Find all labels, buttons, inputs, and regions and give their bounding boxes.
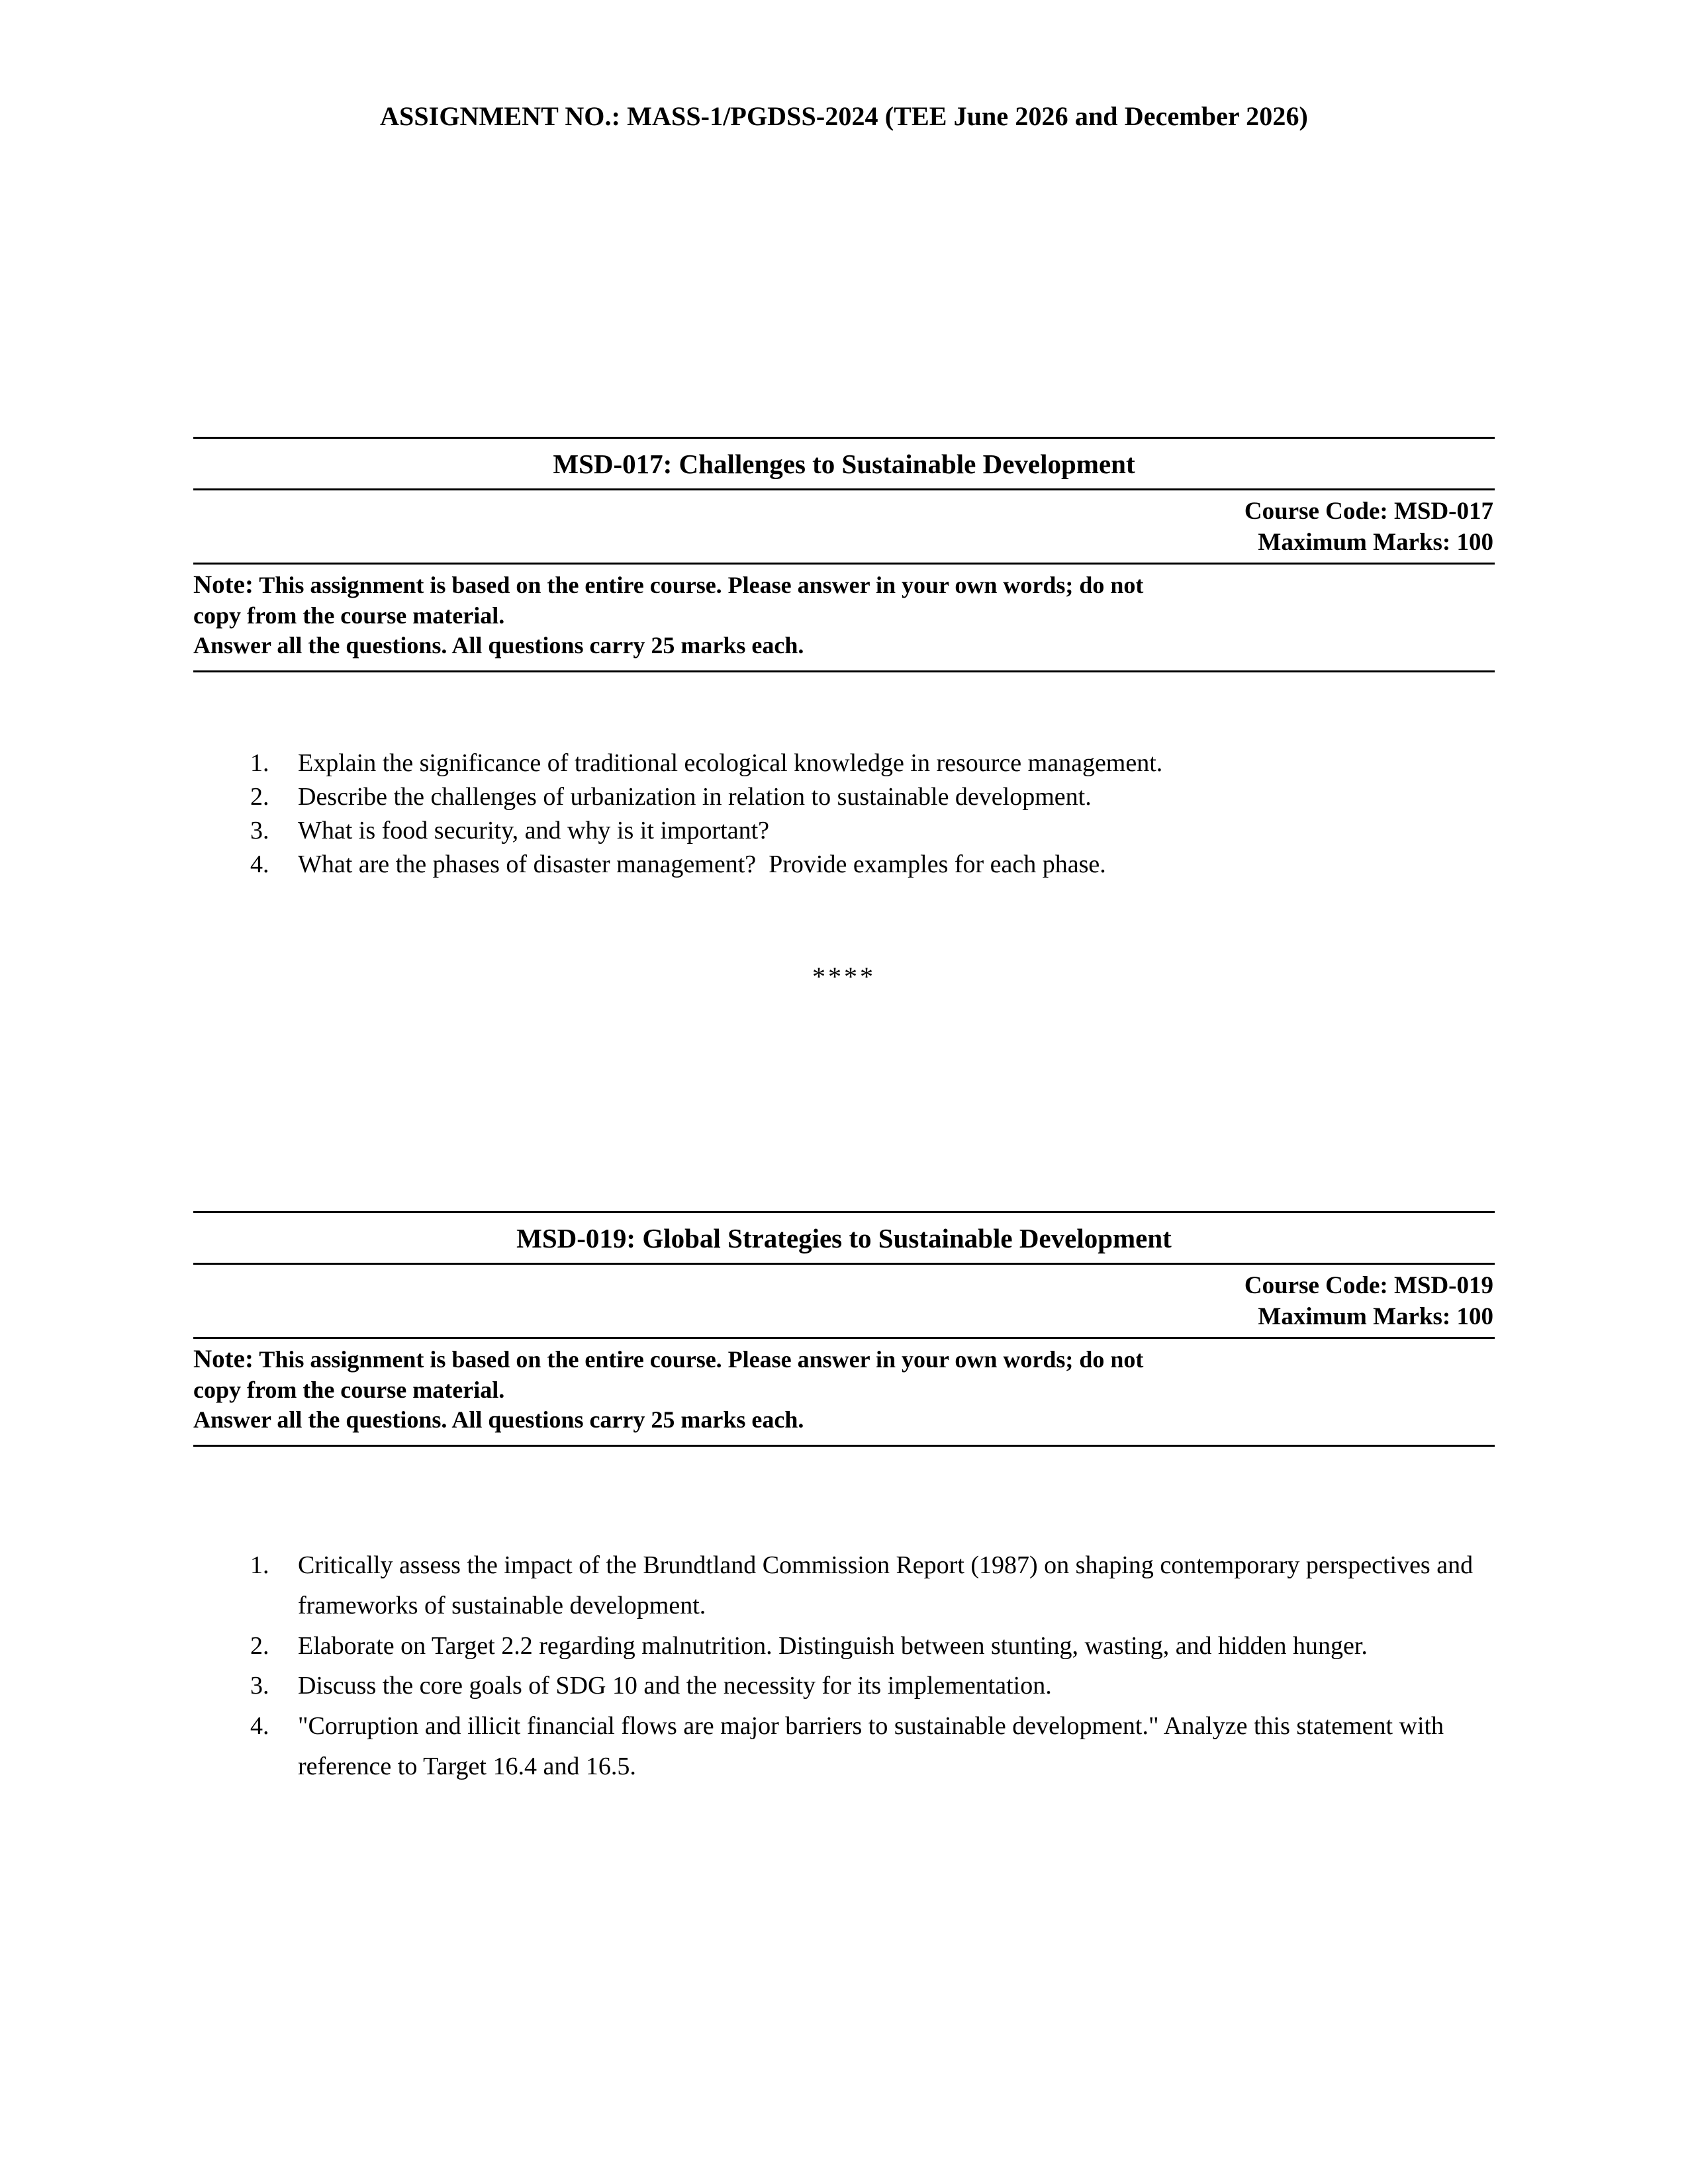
question-item	[250, 747, 1495, 780]
question-item	[250, 1666, 1495, 1706]
note-line-1-text: This assignment is based on the entire course. Please answer in your own words; do not	[253, 571, 1144, 598]
question-number: 3.	[250, 816, 269, 844]
note-line-2: copy from the course material.	[193, 602, 505, 629]
note-line-1	[193, 569, 1495, 601]
note-bottom-rule	[193, 670, 1495, 672]
question-item	[250, 1545, 1495, 1626]
question-item	[250, 848, 1495, 882]
note-line-1	[193, 1343, 1495, 1375]
maximum-marks-label: Maximum Marks: 100	[1258, 529, 1493, 557]
note-line-3: Answer all the questions. All questions carry 25 marks each.	[193, 632, 804, 659]
course-section-msd-017	[193, 437, 1495, 672]
question-number: 2.	[250, 1631, 269, 1660]
section-meta-block	[193, 490, 1495, 563]
question-number: 2.	[250, 782, 269, 811]
maximum-marks-label: Maximum Marks: 100	[1258, 1303, 1493, 1331]
note-line-2: copy from the course material.	[193, 1376, 505, 1403]
section-divider-asterisks: ****	[812, 962, 876, 991]
assignment-number-heading: ASSIGNMENT NO.: MASS-1/PGDSS-2024 (TEE June 2026 and December 2026)	[380, 101, 1308, 131]
question-text: Discuss the core goals of SDG 10 and the necessity for its implementation.	[298, 1672, 1052, 1700]
section-title: MSD-019: Global Strategies to Sustainable Development	[516, 1223, 1172, 1253]
note-block	[193, 565, 1495, 670]
note-lead-label: Note:	[193, 570, 254, 599]
note-bottom-rule	[193, 1445, 1495, 1447]
question-text: Describe the challenges of urbanization in relation to sustainable development.	[298, 782, 1092, 811]
question-number: 3.	[250, 1672, 269, 1700]
question-item	[250, 780, 1495, 814]
question-text: What is food security, and why is it important?	[298, 816, 769, 844]
section-title: MSD-017: Challenges to Sustainable Development	[553, 449, 1135, 479]
question-text: What are the phases of disaster management? Provide examples for each phase.	[298, 850, 1106, 878]
question-text: Elaborate on Target 2.2 regarding malnutrition. Distinguish between stunting, wasting, and hidden hunger.	[298, 1631, 1368, 1660]
course-code-label: Course Code: MSD-017	[1244, 498, 1493, 525]
question-text: Explain the significance of traditional ecological knowledge in resource management.	[298, 749, 1163, 777]
question-number: 4.	[250, 850, 269, 878]
question-number: 1.	[250, 749, 269, 777]
section-meta-block	[193, 1265, 1495, 1337]
question-text: Critically assess the impact of the Brundtland Commission Report (1987) on shaping contemporary perspectives and frameworks of sustainable development.	[298, 1551, 1479, 1619]
question-item	[250, 1626, 1495, 1666]
question-item	[250, 1706, 1495, 1787]
note-line-3: Answer all the questions. All questions carry 25 marks each.	[193, 1406, 804, 1433]
question-number: 4.	[250, 1712, 269, 1741]
question-list-msd-019	[250, 1545, 1495, 1787]
note-line-1-text: This assignment is based on the entire course. Please answer in your own words; do not	[253, 1345, 1144, 1373]
note-lead-label: Note:	[193, 1344, 254, 1373]
question-number: 1.	[250, 1551, 269, 1579]
course-code-label: Course Code: MSD-019	[1244, 1272, 1493, 1300]
question-item	[250, 814, 1495, 848]
question-text: "Corruption and illicit financial flows are major barriers to sustainable development." Analyze this statement with reference to Target 16.4 and 16.5.	[298, 1712, 1450, 1780]
course-section-msd-019	[193, 1211, 1495, 1447]
note-block	[193, 1339, 1495, 1445]
question-list-msd-017	[250, 747, 1495, 882]
